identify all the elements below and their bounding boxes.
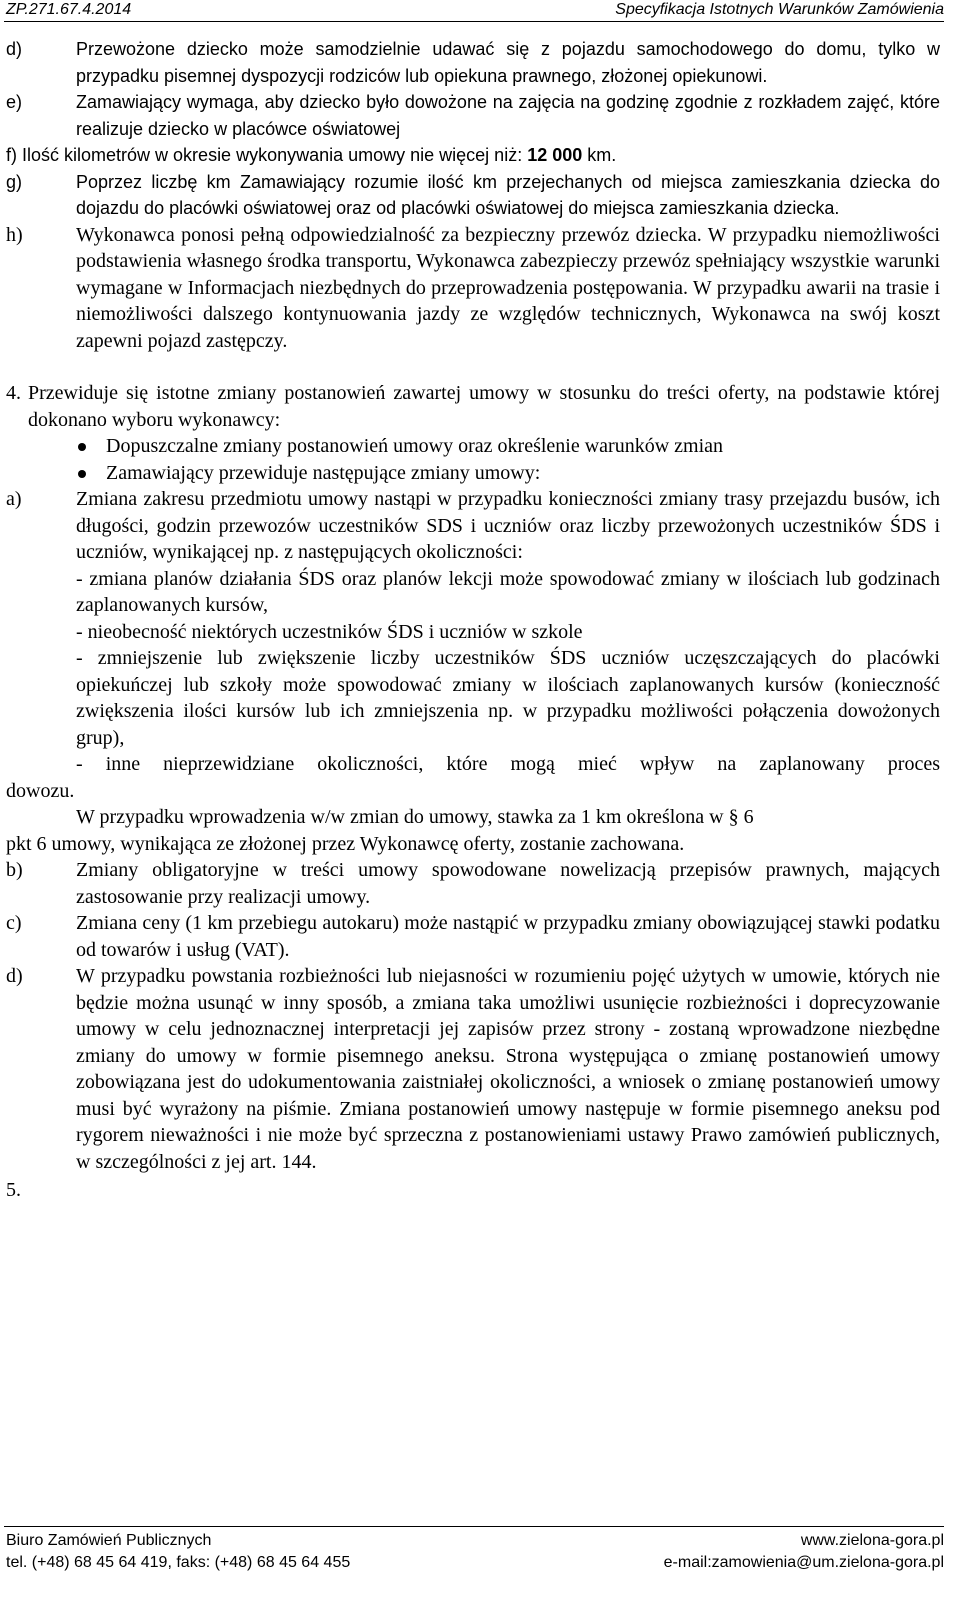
- item-text: Zmiana zakresu przedmiotu umowy nastąpi w przypadku konieczności zmiany trasy przejazdu busów, ich długości, godzin przewozów uczestników SDS i uczniów oraz liczby przewożonych uczestników ŚDS i uczniów, wynikającej np. z następujących okoliczności:: [76, 488, 940, 563]
- list-item-h: [6, 222, 940, 355]
- item-text: Zamawiający wymaga, aby dziecko było dowożone na zajęcia na godzinę zgodnie z rozkładem zajęć, które realizuje dziecko w placówce oświatowej: [76, 92, 940, 139]
- page-header: [4, 0, 944, 22]
- section-text: Przewiduje się istotne zmiany postanowień zawartej umowy w stosunku do treści oferty, na podstawie której dokonano wyboru wykonawcy:: [28, 382, 940, 431]
- list-item-b: [6, 857, 940, 910]
- dash-item: - nieobecność niektórych uczestników ŚDS i uczniów w szkole: [76, 620, 583, 643]
- document-reference: ZP.271.67.4.2014: [6, 1, 132, 18]
- bullet-icon: [78, 470, 86, 478]
- section-5-marker: 5.: [6, 1179, 21, 1201]
- footer-email: e-mail:zamowienia@um.zielona-gora.pl: [663, 1554, 944, 1571]
- footer-website: www.zielona-gora.pl: [800, 1532, 944, 1549]
- list-item-c: [6, 910, 940, 963]
- list-item-d2: [6, 963, 940, 1175]
- list-item-g: [6, 169, 940, 222]
- document-body: [6, 36, 940, 1204]
- list-item-f: [6, 142, 940, 169]
- list-item-e: [6, 89, 940, 142]
- item-text: Ilość kilometrów w okresie wykonywania umowy nie więcej niż:: [22, 145, 523, 165]
- item-text: Wykonawca ponosi pełną odpowiedzialność za bezpieczny przewóz dziecka. W przypadku niemożliwości podstawienia własnego środka transportu, Wykonawca zabezpieczy przewóz spełniający wszystkie warunki wymagane w Informacjach niezbędnych do przeprowadzenia postępowania. W przypadku awarii na trasie i niemożliwości dalszego kontynuowania jazdy ze względów technicznych, Wykonawca na swój koszt zapewni pojazd zastępczy.: [76, 223, 940, 352]
- dash-item: - zmniejszenie lub zwiększenie liczby uczestników ŚDS uczniów uczęszczających do placówki opiekuńczej lub szkoły może spowodować zmiany w ilościach zaplanowanych kursów (konieczność zwiększenia ilości kursów lub ich zmniejszenia np. w przypadku możliwości połączenia dowożonych grup),: [76, 647, 940, 749]
- item-text: Poprzez liczbę km Zamawiający rozumie ilość km przejechanych od miejsca zamieszkania dziecka do dojazdu do placówki oświatowej oraz od placówki oświatowej do miejsca zamieszkania dziecka.: [76, 171, 940, 218]
- dash-item-continuation: dowozu.: [6, 779, 75, 802]
- item-marker: f): [6, 145, 17, 165]
- note-line: pkt 6 umowy, wynikająca ze złożonej przez Wykonawcę oferty, zostanie zachowana.: [6, 832, 685, 855]
- item-marker: e): [6, 92, 23, 112]
- note-line: W przypadku wprowadzenia w/w zmian do umowy, stawka za 1 km określona w § 6: [76, 806, 754, 828]
- item-text-tail: km.: [587, 145, 617, 165]
- document-title: Specyfikacja Istotnych Warunków Zamówienia: [615, 1, 944, 18]
- bullet-item: [6, 460, 940, 487]
- item-text: Przewożone dziecko może samodzielnie udawać się z pojazdu samochodowego do domu, tylko w przypadku pisemnej dyspozycji rodziców lub opiekuna prawnego, złożonej opiekunowi.: [76, 39, 940, 86]
- bullet-item: [6, 433, 940, 460]
- item-marker: b): [6, 859, 23, 881]
- bullet-text: Dopuszczalne zmiany postanowień umowy oraz określenie warunków zmian: [106, 435, 724, 457]
- list-item-a: [6, 486, 940, 566]
- section-4: [6, 380, 940, 433]
- item-marker: c): [6, 912, 22, 934]
- item-marker: g): [6, 171, 23, 192]
- item-text: Zmiana ceny (1 km przebiegu autokaru) może nastąpić w przypadku zmiany obowiązującej stawki podatku od towarów i usług (VAT).: [76, 912, 940, 961]
- dash-item: - zmiana planów działania ŚDS oraz planów lekcji może spowodować zmiany w ilościach lub godzinach zaplanowanych kursów,: [76, 567, 940, 616]
- item-text: W przypadku powstania rozbieżności lub niejasności w rozumieniu pojęć użytych w umowie, których nie będzie można usunąć w inny sposób, a zmiana taka umożliwi usunięcie rozbieżności i doprecyzowanie umowy w celu jednoznacznej interpretacji jej zapisów przez strony - zostaną wprowadzone niezbędne zmiany do umowy w formie pisemnego aneksu. Strona występująca o zmianę postanowień umowy zobowiązana jest do udokumentowania zaistniałej okoliczności, a wniosek o zmianę postanowień umowy musi być wyrażony na piśmie. Zmiana postanowień umowy następuje w formie pisemnego aneksu pod rygorem nieważności i nie może być sprzeczna z postanowieniami ustawy Prawo zamówień publicznych, w szczególności z jej art. 144.: [76, 965, 940, 1173]
- section-marker: 4.: [6, 382, 21, 404]
- item-marker: a): [6, 488, 22, 510]
- list-item-d: [6, 36, 940, 89]
- item-text: Zmiany obligatoryjne w treści umowy spowodowane nowelizacją przepisów prawnych, mających zastosowanie przy realizacji umowy.: [76, 859, 940, 908]
- item-marker: h): [6, 223, 23, 246]
- footer-org: Biuro Zamówień Publicznych: [6, 1532, 212, 1549]
- km-limit-value: 12 000: [527, 145, 583, 165]
- bullet-icon: [78, 443, 86, 451]
- page-footer: [4, 1526, 944, 1586]
- item-marker: d): [6, 39, 23, 59]
- item-marker: d): [6, 965, 23, 987]
- dash-item: - inne nieprzewidziane okoliczności, które mogą mieć wpływ na zaplanowany proces: [76, 753, 940, 775]
- footer-phone: tel. (+48) 68 45 64 419, faks: (+48) 68 45 64 455: [6, 1554, 351, 1571]
- bullet-text: Zamawiający przewiduje następujące zmiany umowy:: [106, 461, 541, 484]
